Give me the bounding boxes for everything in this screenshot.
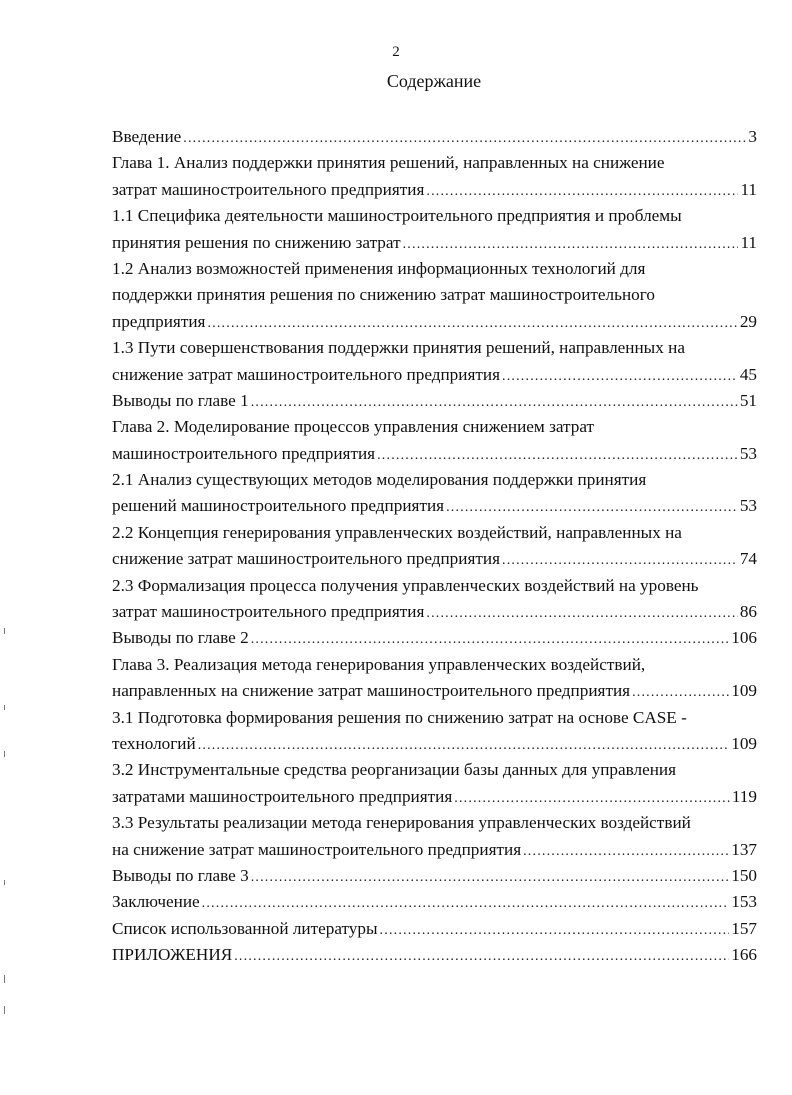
toc-entry-line — [112, 177, 757, 203]
toc-leader-dots — [377, 443, 738, 469]
toc-leader-dots — [202, 891, 730, 917]
toc-entry-line — [112, 362, 757, 388]
toc-page-number: 153 — [731, 892, 757, 912]
toc-entry — [112, 573, 757, 626]
toc-entry-line — [112, 282, 757, 308]
toc-entry-line — [112, 230, 757, 256]
toc-entry-line — [112, 414, 757, 440]
toc-leader-dots — [251, 390, 738, 416]
toc-entry-text: Глава 2. Моделирование процессов управления снижением затрат — [112, 417, 595, 437]
toc-entry-text: Список использованной литературы — [112, 918, 378, 938]
toc-leader-dots — [502, 364, 738, 390]
toc-page-number: 53 — [739, 496, 757, 516]
toc-entry-text: 2.3 Формализация процесса получения управленческих воздействий на уровень — [112, 575, 699, 595]
toc-entry-text: принятия решения по снижению затрат — [112, 232, 401, 252]
toc-entry — [112, 705, 757, 758]
page-title: Содержание — [386, 71, 482, 91]
toc-leader-dots — [234, 944, 729, 970]
toc-page-number: 45 — [739, 364, 757, 384]
toc-leader-dots — [426, 601, 737, 627]
toc-entry — [112, 916, 757, 942]
toc-entry-line — [112, 889, 757, 915]
toc-entry-text: ПРИЛОЖЕНИЯ — [112, 945, 233, 965]
toc-leader-dots — [198, 733, 730, 759]
toc-entry-line — [112, 441, 757, 467]
toc-leader-dots — [502, 548, 738, 574]
toc-page-number: 109 — [731, 681, 757, 701]
scan-mark — [4, 705, 5, 710]
toc-entry-text: затратами машиностроительного предприятия — [112, 786, 453, 806]
toc-entry-text: Выводы по главе 2 — [112, 628, 249, 648]
toc-entry-text: 2.1 Анализ существующих методов моделирования поддержки принятия — [112, 470, 647, 490]
toc-leader-dots — [251, 627, 730, 653]
toc-entry-line — [112, 810, 757, 836]
toc-entry-text: машиностроительного предприятия — [112, 443, 376, 463]
toc-entry-line — [112, 599, 757, 625]
toc-entry-line — [112, 467, 757, 493]
toc-entry — [112, 414, 757, 467]
toc-entry-text: Введение — [112, 127, 182, 146]
toc-leader-dots — [380, 918, 730, 944]
toc-entry — [112, 652, 757, 705]
toc-leader-dots — [207, 311, 737, 337]
toc-leader-dots — [426, 179, 738, 205]
toc-entry-text: 3.3 Результаты реализации метода генерирования управленческих воздействий — [112, 813, 691, 833]
toc-page-number: 109 — [731, 733, 757, 753]
scan-mark — [4, 975, 5, 983]
toc-entry-text: Глава 3. Реализация метода генерирования управленческих воздействий, — [112, 654, 646, 674]
toc-entry-text: технологий — [112, 733, 196, 753]
toc-entry-line — [112, 124, 757, 150]
toc-entry-text: 1.2 Анализ возможностей применения информационных технологий для — [112, 258, 646, 278]
toc-entry-line — [112, 520, 757, 546]
scan-mark — [4, 880, 5, 885]
toc-entry-line — [112, 784, 757, 810]
toc-page-number: 166 — [731, 945, 757, 965]
scan-mark — [4, 1006, 5, 1014]
scan-mark — [4, 751, 5, 757]
toc-entry-line — [112, 731, 757, 757]
toc-entry-line — [112, 678, 757, 704]
toc-entry — [112, 810, 757, 863]
toc-page-number: 119 — [731, 786, 757, 806]
toc-entry — [112, 256, 757, 335]
toc-entry-line — [112, 837, 757, 863]
toc-leader-dots — [454, 786, 730, 812]
toc-entry-text: затрат машиностроительного предприятия — [112, 179, 425, 199]
toc-entry — [112, 942, 757, 968]
toc-entry-line — [112, 309, 757, 335]
toc-leader-dots — [251, 865, 730, 891]
toc-entry-text: решений машиностроительного предприятия — [112, 496, 445, 516]
toc-entry-text: Глава 1. Анализ поддержки принятия решений, направленных на снижение — [112, 153, 665, 173]
toc-entry-text: Выводы по главе 3 — [112, 865, 249, 885]
toc-entry-line — [112, 493, 757, 519]
toc-page-number: 3 — [748, 127, 757, 146]
toc-page-number: 150 — [731, 865, 757, 885]
toc-entry — [112, 757, 757, 810]
toc-page-number: 53 — [739, 443, 757, 463]
toc-page-number: 11 — [740, 232, 757, 252]
toc-entry-line — [112, 625, 757, 651]
toc-entry-text: снижение затрат машиностроительного предприятия — [112, 549, 500, 569]
toc-entry-text: предприятия — [112, 311, 206, 331]
toc-entry-text: 1.1 Специфика деятельности машиностроительного предприятия и проблемы — [112, 206, 682, 226]
toc-page-number: 86 — [739, 602, 757, 622]
toc-entry — [112, 388, 757, 414]
toc-entry-text: Заключение — [112, 892, 200, 912]
toc-leader-dots — [523, 839, 729, 865]
toc-entry-line — [112, 757, 757, 783]
toc-entry-line — [112, 335, 757, 361]
toc-entry-line — [112, 256, 757, 282]
toc-entry-line — [112, 652, 757, 678]
toc-entry — [112, 203, 757, 256]
toc-entry — [112, 124, 757, 150]
toc-page-number: 11 — [740, 179, 757, 199]
toc-entry-line — [112, 388, 757, 414]
toc-entry-line — [112, 916, 757, 942]
toc-leader-dots — [632, 680, 729, 706]
toc-entry-text: 2.2 Концепция генерирования управленческих воздействий, направленных на — [112, 522, 682, 542]
toc-entry — [112, 335, 757, 388]
table-of-contents — [112, 124, 757, 969]
toc-page-number: 157 — [731, 918, 757, 938]
toc-entry-text: 3.2 Инструментальные средства реорганизации базы данных для управления — [112, 760, 677, 780]
page-number: 2 — [392, 44, 400, 60]
toc-entry — [112, 863, 757, 889]
scan-mark — [4, 628, 5, 634]
toc-page-number: 29 — [739, 311, 757, 331]
toc-entry-line — [112, 573, 757, 599]
toc-page-number: 74 — [739, 549, 757, 569]
toc-entry-text: затрат машиностроительного предприятия — [112, 602, 425, 622]
toc-page-number: 106 — [731, 628, 757, 648]
toc-entry-text: поддержки принятия решения по снижению затрат машиностроительного — [112, 285, 655, 305]
toc-entry — [112, 625, 757, 651]
toc-entry — [112, 150, 757, 203]
toc-leader-dots — [446, 495, 738, 521]
toc-entry-line — [112, 942, 757, 968]
toc-entry-line — [112, 863, 757, 889]
toc-entry-line — [112, 546, 757, 572]
toc-entry-text: снижение затрат машиностроительного предприятия — [112, 364, 500, 384]
toc-entry-line — [112, 203, 757, 229]
toc-entry-line — [112, 150, 757, 176]
toc-entry-line — [112, 705, 757, 731]
toc-entry-text: Выводы по главе 1 — [112, 390, 249, 410]
toc-entry — [112, 467, 757, 520]
toc-entry — [112, 889, 757, 915]
toc-entry-text: направленных на снижение затрат машиностроительного предприятия — [112, 681, 631, 701]
toc-entry-text: 1.3 Пути совершенствования поддержки принятия решений, направленных на — [112, 338, 685, 358]
toc-entry-text: на снижение затрат машиностроительного предприятия — [112, 839, 522, 859]
toc-leader-dots — [403, 232, 739, 258]
toc-entry-text: 3.1 Подготовка формирования решения по снижению затрат на основе CASE - — [112, 707, 687, 727]
toc-entry — [112, 520, 757, 573]
toc-page-number: 51 — [739, 390, 757, 410]
toc-page-number: 137 — [731, 839, 757, 859]
toc-leader-dots — [183, 126, 746, 152]
